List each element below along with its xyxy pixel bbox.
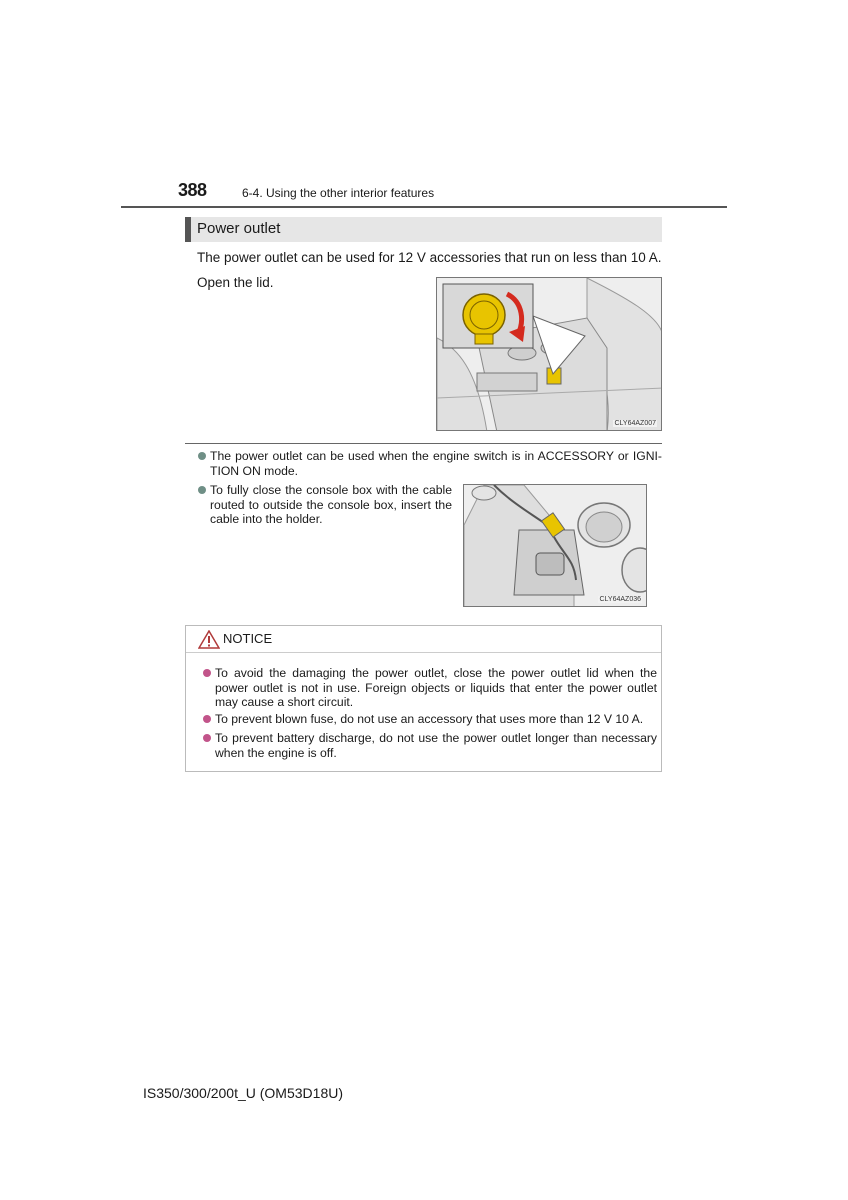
note-item xyxy=(210,483,452,527)
notice-text: To prevent battery discharge, do not use the power outlet longer than necessary when the engine is off. xyxy=(215,731,657,760)
figure-code: CLY64AZ007 xyxy=(614,420,656,427)
notice-text: To prevent blown fuse, do not use an accessory that uses more than 12 V 10 A. xyxy=(215,712,644,726)
section-title: 6-4. Using the other interior features xyxy=(242,186,435,200)
page-number: 388 xyxy=(178,180,207,200)
bullet-icon xyxy=(203,715,211,723)
cable-holder-illustration xyxy=(464,485,647,607)
notice-item xyxy=(215,666,657,710)
notice-title: NOTICE xyxy=(223,631,273,646)
notice-text: To avoid the damaging the power outlet, close the power outlet lid when the power outlet is not in use. Foreign objects or liquids that enter the power outlet may cause a short circuit. xyxy=(215,666,657,709)
note-text: The power outlet can be used when the engine switch is in ACCESSORY or IGNI- TION ON mode. xyxy=(210,449,662,478)
footer-model-code: IS350/300/200t_U (OM53D18U) xyxy=(143,1085,343,1101)
notice-box xyxy=(185,625,662,772)
bullet-icon xyxy=(203,734,211,742)
warning-icon xyxy=(198,630,220,649)
bullet-icon xyxy=(203,669,211,677)
notice-item xyxy=(215,712,657,727)
note-item xyxy=(210,449,662,478)
heading-accent xyxy=(185,217,191,242)
note-text: To fully close the console box with the cable routed to outside the console box, insert the cable into the holder. xyxy=(210,483,452,526)
divider xyxy=(185,443,662,444)
header-rule xyxy=(121,206,727,208)
bullet-icon xyxy=(198,452,206,460)
intro-text: The power outlet can be used for 12 V accessories that run on less than 10 A. xyxy=(197,250,662,265)
notice-header xyxy=(186,626,661,653)
power-outlet-lid-figure xyxy=(436,277,662,431)
cable-holder-figure xyxy=(463,484,647,607)
notice-item xyxy=(215,731,657,760)
section-heading: Power outlet xyxy=(197,220,281,237)
bullet-icon xyxy=(198,486,206,494)
step-text: Open the lid. xyxy=(197,275,274,290)
console-illustration xyxy=(437,278,662,431)
figure-code: CLY64AZ036 xyxy=(599,596,641,603)
